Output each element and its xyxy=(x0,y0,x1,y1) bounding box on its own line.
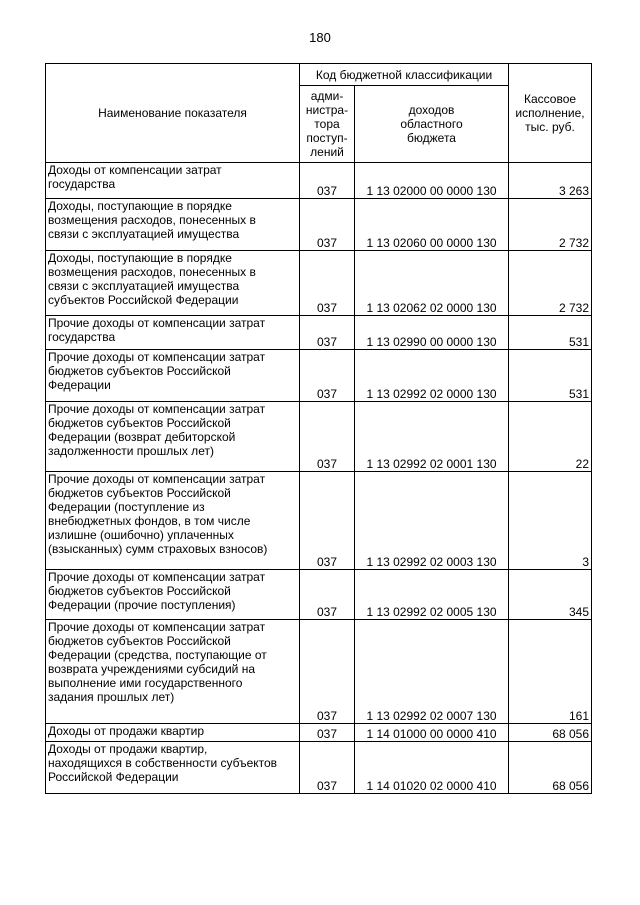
classification-code-cell xyxy=(355,163,509,199)
administrator-code-cell-text: 037 xyxy=(316,236,338,250)
indicator-name-cell xyxy=(46,620,300,724)
classification-code-cell xyxy=(355,472,509,570)
header-budget-classification-label: Код бюджетной классификации xyxy=(315,67,493,82)
classification-code-cell xyxy=(355,402,509,472)
cash-amount-cell-text: 161 xyxy=(568,709,590,723)
cash-amount-cell-text: 345 xyxy=(568,605,590,619)
classification-code-cell xyxy=(355,570,509,620)
header-regional-income xyxy=(355,86,509,163)
classification-code-cell xyxy=(355,350,509,402)
cash-amount-cell-text: 2 732 xyxy=(558,301,590,315)
cash-amount-cell-text: 531 xyxy=(568,335,590,349)
table-row xyxy=(46,163,592,199)
indicator-name-cell-text: Доходы, поступающие в порядке возмещения расходов, понесенных в связи с эксплуатацией имущества субъектов Российской Федерации xyxy=(48,251,256,307)
cash-amount-cell-text: 68 056 xyxy=(552,779,590,793)
cash-amount-cell xyxy=(509,472,592,570)
administrator-code-cell-text: 037 xyxy=(316,387,338,401)
cash-amount-cell xyxy=(509,742,592,794)
administrator-code-cell-text: 037 xyxy=(316,709,338,723)
indicator-name-cell xyxy=(46,316,300,350)
administrator-code-cell-text: 037 xyxy=(316,605,338,619)
administrator-code-cell-text: 037 xyxy=(316,555,338,569)
table-row xyxy=(46,350,592,402)
classification-code-cell-text: 1 13 02000 00 0000 130 xyxy=(366,184,497,198)
cash-amount-cell xyxy=(509,350,592,402)
cash-amount-cell xyxy=(509,570,592,620)
classification-code-cell xyxy=(355,251,509,316)
classification-code-cell xyxy=(355,742,509,794)
administrator-code-cell xyxy=(300,251,355,316)
classification-code-cell xyxy=(355,620,509,724)
table-row xyxy=(46,199,592,251)
cash-amount-cell xyxy=(509,724,592,742)
indicator-name-cell xyxy=(46,472,300,570)
table-row xyxy=(46,742,592,794)
classification-code-cell-text: 1 13 02992 02 0007 130 xyxy=(366,709,497,723)
classification-code-cell-text: 1 13 02062 02 0000 130 xyxy=(366,301,497,315)
table-row xyxy=(46,472,592,570)
page-number: 180 xyxy=(309,30,331,45)
administrator-code-cell-text: 037 xyxy=(316,779,338,793)
header-cash-execution xyxy=(509,64,592,163)
cash-amount-cell xyxy=(509,199,592,251)
administrator-code-cell xyxy=(300,350,355,402)
indicator-name-cell-text: Прочие доходы от компенсации затрат государства xyxy=(48,316,266,344)
administrator-code-cell-text: 037 xyxy=(316,457,338,471)
administrator-code-cell xyxy=(300,199,355,251)
administrator-code-cell xyxy=(300,163,355,199)
indicator-name-cell xyxy=(46,724,300,742)
table-row xyxy=(46,316,592,350)
cash-amount-cell-text: 3 xyxy=(582,555,590,569)
cash-amount-cell xyxy=(509,251,592,316)
indicator-name-cell xyxy=(46,742,300,794)
classification-code-cell-text: 1 13 02992 02 0001 130 xyxy=(366,457,497,471)
classification-code-cell-text: 1 14 01020 02 0000 410 xyxy=(366,779,497,793)
administrator-code-cell xyxy=(300,472,355,570)
indicator-name-cell xyxy=(46,570,300,620)
administrator-code-cell xyxy=(300,402,355,472)
header-indicator-name xyxy=(46,64,300,163)
cash-amount-cell xyxy=(509,402,592,472)
classification-code-cell-text: 1 13 02992 02 0005 130 xyxy=(366,605,497,619)
budget-revenue-table xyxy=(45,63,592,794)
indicator-name-cell-text: Прочие доходы от компенсации затрат бюджетов субъектов Российской Федерации (возврат дебиторской задолженности прошлых лет) xyxy=(48,402,266,458)
table-row xyxy=(46,402,592,472)
table-row xyxy=(46,620,592,724)
classification-code-cell-text: 1 13 02992 02 0000 130 xyxy=(366,387,497,401)
administrator-code-cell xyxy=(300,316,355,350)
table-row xyxy=(46,724,592,742)
header-cash-execution-label: Кассовое исполнение, тыс. руб. xyxy=(515,92,585,134)
administrator-code-cell xyxy=(300,742,355,794)
header-regional-income-label: доходов областного бюджета xyxy=(400,103,463,145)
cash-amount-cell-text: 2 732 xyxy=(558,236,590,250)
indicator-name-cell-text: Доходы от компенсации затрат государства xyxy=(48,163,222,191)
indicator-name-cell xyxy=(46,350,300,402)
administrator-code-cell-text: 037 xyxy=(316,301,338,315)
indicator-name-cell-text: Прочие доходы от компенсации затрат бюджетов субъектов Российской Федерации xyxy=(48,350,266,392)
indicator-name-cell-text: Прочие доходы от компенсации затрат бюджетов субъектов Российской Федерации (поступление из внебюджетных фондов, в том числе излишне (ошибочно) уплаченных (взысканных) сумм страховых взносов) xyxy=(48,472,268,556)
administrator-code-cell xyxy=(300,620,355,724)
administrator-code-cell-text: 037 xyxy=(316,184,338,198)
cash-amount-cell-text: 68 056 xyxy=(552,727,590,741)
classification-code-cell xyxy=(355,724,509,742)
classification-code-cell-text: 1 13 02990 00 0000 130 xyxy=(366,335,497,349)
administrator-code-cell-text: 037 xyxy=(316,335,338,349)
classification-code-cell-text: 1 13 02992 02 0003 130 xyxy=(366,555,497,569)
cash-amount-cell xyxy=(509,163,592,199)
indicator-name-cell-text: Доходы, поступающие в порядке возмещения расходов, понесенных в связи с эксплуатацией имущества xyxy=(48,199,256,241)
cash-amount-cell-text: 531 xyxy=(568,387,590,401)
classification-code-cell xyxy=(355,316,509,350)
table-body xyxy=(46,163,592,794)
cash-amount-cell xyxy=(509,620,592,724)
indicator-name-cell-text: Доходы от продажи квартир xyxy=(48,724,205,738)
indicator-name-cell xyxy=(46,199,300,251)
header-administrator-label: адми- нистра- тора поступ- лений xyxy=(305,89,349,159)
indicator-name-cell-text: Прочие доходы от компенсации затрат бюджетов субъектов Российской Федерации (средства, поступающие от возврата учреждениями субсидий на выполнение ими государственного задания прошлых лет) xyxy=(48,620,267,704)
indicator-name-cell-text: Доходы от продажи квартир, находящихся в собственности субъектов Российской Федерации xyxy=(48,742,278,784)
header-administrator xyxy=(300,86,355,163)
classification-code-cell-text: 1 13 02060 00 0000 130 xyxy=(366,236,497,250)
classification-code-cell xyxy=(355,199,509,251)
table-row xyxy=(46,251,592,316)
indicator-name-cell xyxy=(46,402,300,472)
cash-amount-cell-text: 22 xyxy=(575,457,590,471)
cash-amount-cell-text: 3 263 xyxy=(558,184,590,198)
header-indicator-name-label: Наименование показателя xyxy=(98,106,247,120)
administrator-code-cell xyxy=(300,570,355,620)
header-budget-classification xyxy=(300,64,509,86)
administrator-code-cell xyxy=(300,724,355,742)
indicator-name-cell xyxy=(46,251,300,316)
table-row xyxy=(46,570,592,620)
indicator-name-cell-text: Прочие доходы от компенсации затрат бюджетов субъектов Российской Федерации (прочие поступления) xyxy=(48,570,266,612)
administrator-code-cell-text: 037 xyxy=(316,727,338,741)
classification-code-cell-text: 1 14 01000 00 0000 410 xyxy=(366,727,497,741)
cash-amount-cell xyxy=(509,316,592,350)
indicator-name-cell xyxy=(46,163,300,199)
